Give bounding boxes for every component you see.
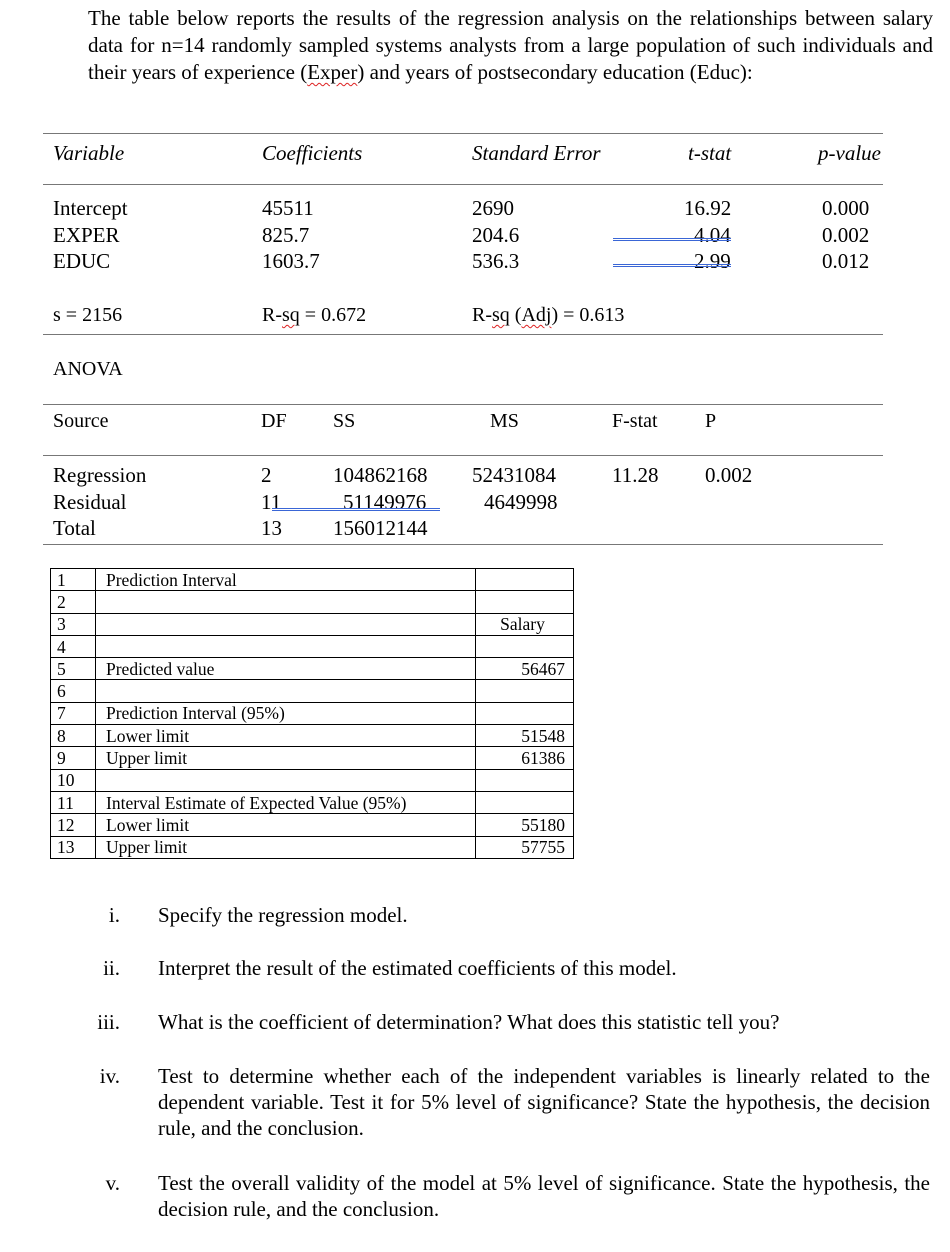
sheet-row <box>51 769 574 791</box>
t-intercept: 16.92 <box>684 196 732 220</box>
anova-header-p: P <box>705 410 717 432</box>
row-label <box>96 591 476 613</box>
regression-bottom-rule <box>43 334 883 335</box>
rsqadj-sq: sq <box>492 304 510 326</box>
anova-header-ms: MS <box>490 410 519 432</box>
anova-df-total: 13 <box>261 516 282 540</box>
stat-s: s = 2156 <box>53 304 123 326</box>
sheet-row <box>51 747 574 769</box>
question-num: iv. <box>99 1064 120 1088</box>
t-exper: 4.04 <box>694 223 731 247</box>
header-variable: Variable <box>53 141 125 165</box>
row-number: 3 <box>51 613 96 635</box>
double-underline-residual <box>272 508 440 511</box>
sheet-row <box>51 591 574 613</box>
anova-top-rule <box>43 404 883 405</box>
row-value: 61386 <box>476 747 574 769</box>
row-number: 1 <box>51 569 96 591</box>
row-label: Upper limit <box>96 836 476 858</box>
sheet-row <box>51 680 574 702</box>
sheet-row <box>51 791 574 813</box>
question-num: ii. <box>103 956 120 980</box>
anova-ms-residual: 4649998 <box>484 490 558 514</box>
double-underline-t-educ <box>613 264 731 267</box>
anova-df-regression: 2 <box>261 463 272 487</box>
anova-source-residual: Residual <box>53 490 127 514</box>
anova-ss-total: 156012144 <box>333 516 428 540</box>
row-value: 51548 <box>476 725 574 747</box>
anova-header-ss: SS <box>333 410 356 432</box>
sheet-row <box>51 569 574 591</box>
sheet-row <box>51 658 574 680</box>
question-text: What is the coefficient of determination? What does this statistic tell you? <box>158 1010 780 1034</box>
se-exper: 204.6 <box>472 223 520 247</box>
anova-header-f: F-stat <box>612 410 658 432</box>
rsq-sq: sq <box>282 304 300 326</box>
anova-header-source: Source <box>53 410 109 432</box>
p-exper: 0.002 <box>822 223 870 247</box>
header-p-value: p-value <box>818 141 881 165</box>
row-label: Lower limit <box>96 814 476 836</box>
anova-source-regression: Regression <box>53 463 147 487</box>
row-label: Upper limit <box>96 747 476 769</box>
coef-intercept: 45511 <box>262 196 314 220</box>
sheet-row <box>51 725 574 747</box>
intro-text-2: ) and years of postsecondary education (Educ): <box>357 60 753 84</box>
anova-ss-regression: 104862168 <box>333 463 428 487</box>
row-label: Lower limit <box>96 725 476 747</box>
row-number: 2 <box>51 591 96 613</box>
row-value: 56467 <box>476 658 574 680</box>
coef-exper: 825.7 <box>262 223 310 247</box>
anova-bottom-rule <box>43 544 883 545</box>
anova-df-residual: 11 <box>261 490 282 514</box>
rsqadj-adj: Adj <box>521 304 552 326</box>
row-label <box>96 680 476 702</box>
p-educ: 0.012 <box>822 249 870 273</box>
header-std-error: Standard Error <box>472 141 601 165</box>
row-number: 12 <box>51 814 96 836</box>
anova-title: ANOVA <box>53 358 123 380</box>
sheet-row <box>51 635 574 657</box>
row-number: 7 <box>51 702 96 724</box>
rsqadj-prefix: R- <box>472 304 492 326</box>
row-value: Salary <box>476 613 574 635</box>
question-text: Interpret the result of the estimated coefficients of this model. <box>158 956 677 980</box>
anova-source-total: Total <box>53 516 96 540</box>
row-value: 55180 <box>476 814 574 836</box>
row-number: 5 <box>51 658 96 680</box>
row-label: Prediction Interval (95%) <box>96 702 476 724</box>
sheet-row <box>51 613 574 635</box>
stat-rsq <box>262 303 366 328</box>
prediction-interval-sheet <box>50 568 574 859</box>
question-num: v. <box>105 1171 120 1195</box>
anova-header-df: DF <box>261 410 287 432</box>
coef-educ: 1603.7 <box>262 249 320 273</box>
se-intercept: 2690 <box>472 196 514 220</box>
regression-top-rule <box>43 133 883 134</box>
question-text: Specify the regression model. <box>158 903 408 927</box>
intro-exper-term: Exper <box>307 60 358 84</box>
anova-header-rule <box>43 455 883 456</box>
se-educ: 536.3 <box>472 249 520 273</box>
row-number: 6 <box>51 680 96 702</box>
t-educ: 2.99 <box>694 249 731 273</box>
rsqadj-open: ( <box>509 304 522 326</box>
intro-text-1: The table below reports the results of the regression analysis on the relationships between salary data for n=14 randomly sampled systems analysts from a large population of such individuals and their years of experience ( <box>88 6 933 84</box>
row-label: Prediction Interval <box>96 569 476 591</box>
row-number: 13 <box>51 836 96 858</box>
sheet-row <box>51 836 574 858</box>
header-t-stat: t-stat <box>688 141 732 165</box>
intro-paragraph <box>88 5 933 86</box>
question-text: Test the overall validity of the model at 5% level of significance. State the hypothesis, the decision rule, and the conclusion. <box>158 1171 930 1221</box>
row-label: Predicted value <box>96 658 476 680</box>
p-intercept: 0.000 <box>822 196 870 220</box>
rsq-prefix: R- <box>262 304 282 326</box>
question-text: Test to determine whether each of the independent variables is linearly related to the dependent variable. Test it for 5% level of significance? State the hypothesis, the decision rule, and the conclusion. <box>158 1064 930 1140</box>
row-value <box>476 569 574 591</box>
rsq-value: = 0.672 <box>299 304 367 326</box>
row-label <box>96 635 476 657</box>
anova-ms-regression: 52431084 <box>472 463 556 487</box>
anova-ss-residual: 51149976 <box>343 490 427 514</box>
row-number: 8 <box>51 725 96 747</box>
var-intercept: Intercept <box>53 196 128 220</box>
question-num: i. <box>108 903 120 927</box>
anova-f-regression: 11.28 <box>612 463 659 487</box>
row-value: 57755 <box>476 836 574 858</box>
stat-rsq-adj <box>472 303 624 328</box>
var-exper: EXPER <box>53 223 120 247</box>
var-educ: EDUC <box>53 249 111 273</box>
regression-header-rule <box>43 184 883 185</box>
row-number: 4 <box>51 635 96 657</box>
sheet-row <box>51 814 574 836</box>
row-label: Interval Estimate of Expected Value (95%) <box>96 791 476 813</box>
row-label <box>96 769 476 791</box>
double-underline-t-exper <box>613 238 731 241</box>
anova-p-regression: 0.002 <box>705 463 753 487</box>
row-label <box>96 613 476 635</box>
row-value <box>476 591 574 613</box>
question-num: iii. <box>97 1010 120 1034</box>
row-number: 11 <box>51 791 96 813</box>
row-value <box>476 791 574 813</box>
row-value <box>476 680 574 702</box>
row-value <box>476 702 574 724</box>
row-value <box>476 769 574 791</box>
row-value <box>476 635 574 657</box>
header-coefficients: Coefficients <box>262 141 363 165</box>
sheet-row <box>51 702 574 724</box>
row-number: 9 <box>51 747 96 769</box>
row-number: 10 <box>51 769 96 791</box>
rsqadj-value: ) = 0.613 <box>551 304 625 326</box>
